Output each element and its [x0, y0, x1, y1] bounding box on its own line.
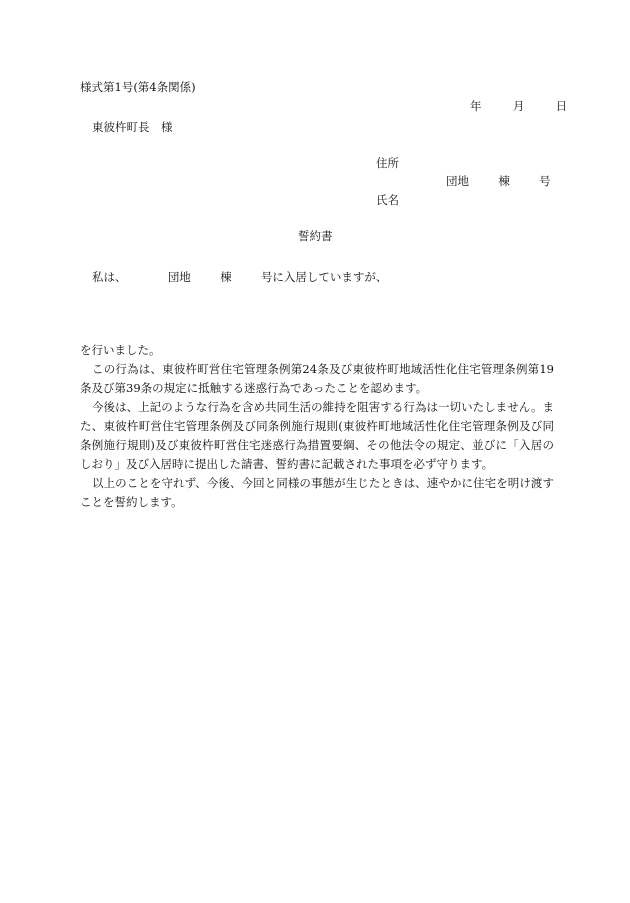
date-day-label: 日 — [555, 99, 568, 113]
document-title: 誓約書 — [298, 229, 333, 243]
paragraph-pledge: 以上のことを守れず、今後、今回と同様の事態が生じたときは、速やかに住宅を明け渡すことを誓約します。 — [80, 476, 554, 509]
address-label: 住所 — [376, 156, 399, 170]
paragraph-violation: この行為は、東彼杵町営住宅管理条例第24条及び東彼杵町地域活性化住宅管理条例第19条及び第39条の規定に抵触する迷惑行為であったことを認めます。 — [80, 362, 554, 395]
address-danchi-line — [446, 174, 551, 188]
address-unit-label: 号 — [539, 174, 551, 188]
statement-prefix: 私は、 — [92, 270, 127, 284]
residence-statement — [92, 270, 387, 284]
address-danchi-label: 団地 — [446, 174, 469, 188]
statement-suffix: 号に入居していますが、 — [260, 270, 388, 284]
body-paragraphs — [80, 341, 554, 512]
date-year-label: 年 — [470, 99, 482, 113]
address-building-label: 棟 — [498, 174, 510, 188]
name-label: 氏名 — [376, 193, 399, 207]
statement-building: 棟 — [220, 270, 232, 284]
statement-danchi: 団地 — [167, 270, 191, 284]
addressee: 東彼杵町長 様 — [92, 120, 173, 134]
paragraph-commitment: 今後は、上記のような行為を含め共同生活の維持を阻害する行為は一切いたしません。また、東彼杵町営住宅管理条例及び同条例施行規則(東彼杵町地域活性化住宅管理条例及び同条例施行規則)及び東彼杵町営住宅迷惑行為措置要綱、その他法令の規定、並びに「入居のしおり」及び入居時に提出した請書、誓約書に記載された事項を必ず守ります。 — [80, 400, 554, 471]
date-line — [470, 99, 567, 113]
date-month-label: 月 — [512, 99, 525, 113]
form-number: 様式第1号(第4条関係) — [80, 80, 196, 94]
paragraph-action: を行いました。 — [80, 343, 161, 357]
